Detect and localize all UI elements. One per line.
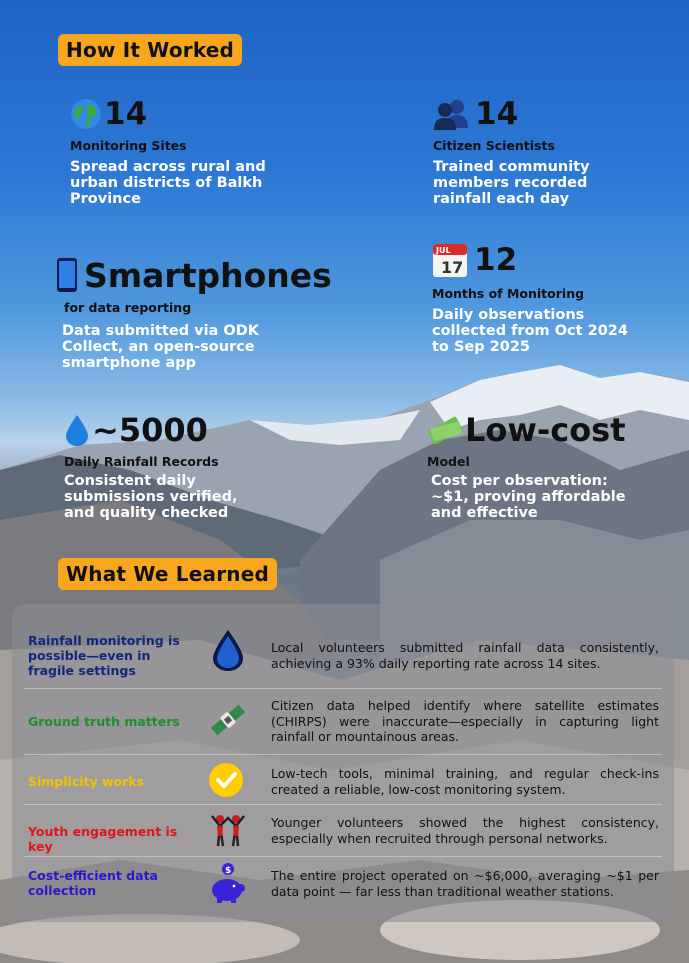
stat-value: ~5000: [92, 411, 208, 449]
stat-value-row: [433, 96, 663, 132]
stat-value-row: [432, 242, 672, 278]
lesson-label: Cost-efficient data collection: [28, 868, 158, 898]
stat-label: Monitoring Sites: [70, 138, 187, 153]
stat-value-row: [64, 410, 324, 450]
stat-citizen-scientists: [433, 96, 663, 207]
divider: [24, 688, 662, 689]
lesson-label: Youth engagement is key: [28, 824, 178, 854]
stat-monitoring-sites: [70, 96, 330, 207]
lesson-text: Citizen data helped identify where satellite estimates (CHIRPS) were inaccurate—especially in capturing light rainfall or mountainous areas.: [271, 698, 659, 744]
satellite-icon: [208, 700, 248, 740]
stat-label: Model: [427, 454, 470, 469]
lesson-row: [12, 862, 674, 912]
stat-label: Daily Rainfall Records: [64, 454, 219, 469]
stat-value-row: [70, 96, 330, 132]
stat-value: 14: [475, 96, 519, 132]
stat-description: Consistent daily submissions verified, and quality checked: [64, 473, 238, 521]
phone-icon: [56, 257, 78, 293]
money-icon: [427, 413, 463, 447]
calendar-icon: [432, 242, 468, 278]
lesson-text: Low-tech tools, minimal training, and regular check-ins created a reliable, low-cost monitoring system.: [271, 766, 659, 797]
svg-text:$: $: [225, 866, 232, 876]
divider: [24, 856, 662, 857]
people-icon: [433, 98, 469, 130]
stat-description: Trained community members recorded rainfall each day: [433, 159, 590, 207]
calendar-day: 17: [441, 258, 464, 277]
check-icon: [208, 760, 248, 800]
lessons-panel: [12, 604, 674, 922]
stat-label: Citizen Scientists: [433, 138, 555, 153]
youth-icon: [208, 810, 248, 850]
droplet-icon: [64, 413, 90, 447]
stat-label: for data reporting: [64, 300, 192, 315]
lesson-text: Local volunteers submitted rainfall data consistently, achieving a 93% daily reporting rate across 14 sites.: [271, 640, 659, 671]
stat-value: Low-cost: [465, 411, 626, 449]
stat-value: 12: [474, 242, 518, 278]
stat-description: Daily observations collected from Oct 2024 to Sep 2025: [432, 307, 628, 355]
lesson-label: Ground truth matters: [28, 714, 180, 729]
stat-value: 14: [104, 96, 148, 132]
stat-smartphones: [56, 254, 356, 371]
lesson-row: [12, 810, 674, 854]
stat-value-row: [56, 254, 356, 296]
stat-description: Cost per observation: ~$1, proving affordable and effective: [431, 473, 626, 521]
lesson-text: Younger volunteers showed the highest consistency, especially when recruited through personal networks.: [271, 815, 659, 846]
lesson-row: [12, 696, 674, 752]
lesson-row: [12, 628, 674, 684]
stat-label: Months of Monitoring: [432, 286, 585, 301]
water-drop-icon: [208, 628, 248, 668]
stat-description: Spread across rural and urban districts of Balkh Province: [70, 159, 266, 207]
stat-months-of-monitoring: [432, 242, 672, 355]
calendar-month: JUL: [436, 246, 451, 255]
stat-description: Data submitted via ODK Collect, an open-source smartphone app: [62, 323, 259, 371]
lesson-label: Rainfall monitoring is possible—even in fragile settings: [28, 633, 180, 678]
section-heading-how-it-worked: How It Worked: [58, 34, 242, 66]
stat-value: Smartphones: [84, 255, 332, 295]
piggy-bank-icon: [208, 862, 248, 902]
section-heading-what-we-learned: What We Learned: [58, 558, 277, 590]
globe-icon: [70, 98, 102, 130]
divider: [24, 754, 662, 755]
stat-daily-rainfall-records: [64, 410, 324, 521]
stat-low-cost: [427, 410, 677, 521]
lesson-row: [12, 760, 674, 804]
lesson-label: Simplicity works: [28, 774, 145, 789]
stat-value-row: [427, 410, 677, 450]
lesson-text: The entire project operated on ~$6,000, averaging ~$1 per data point — far less than traditional weather stations.: [271, 868, 659, 899]
divider: [24, 804, 662, 805]
